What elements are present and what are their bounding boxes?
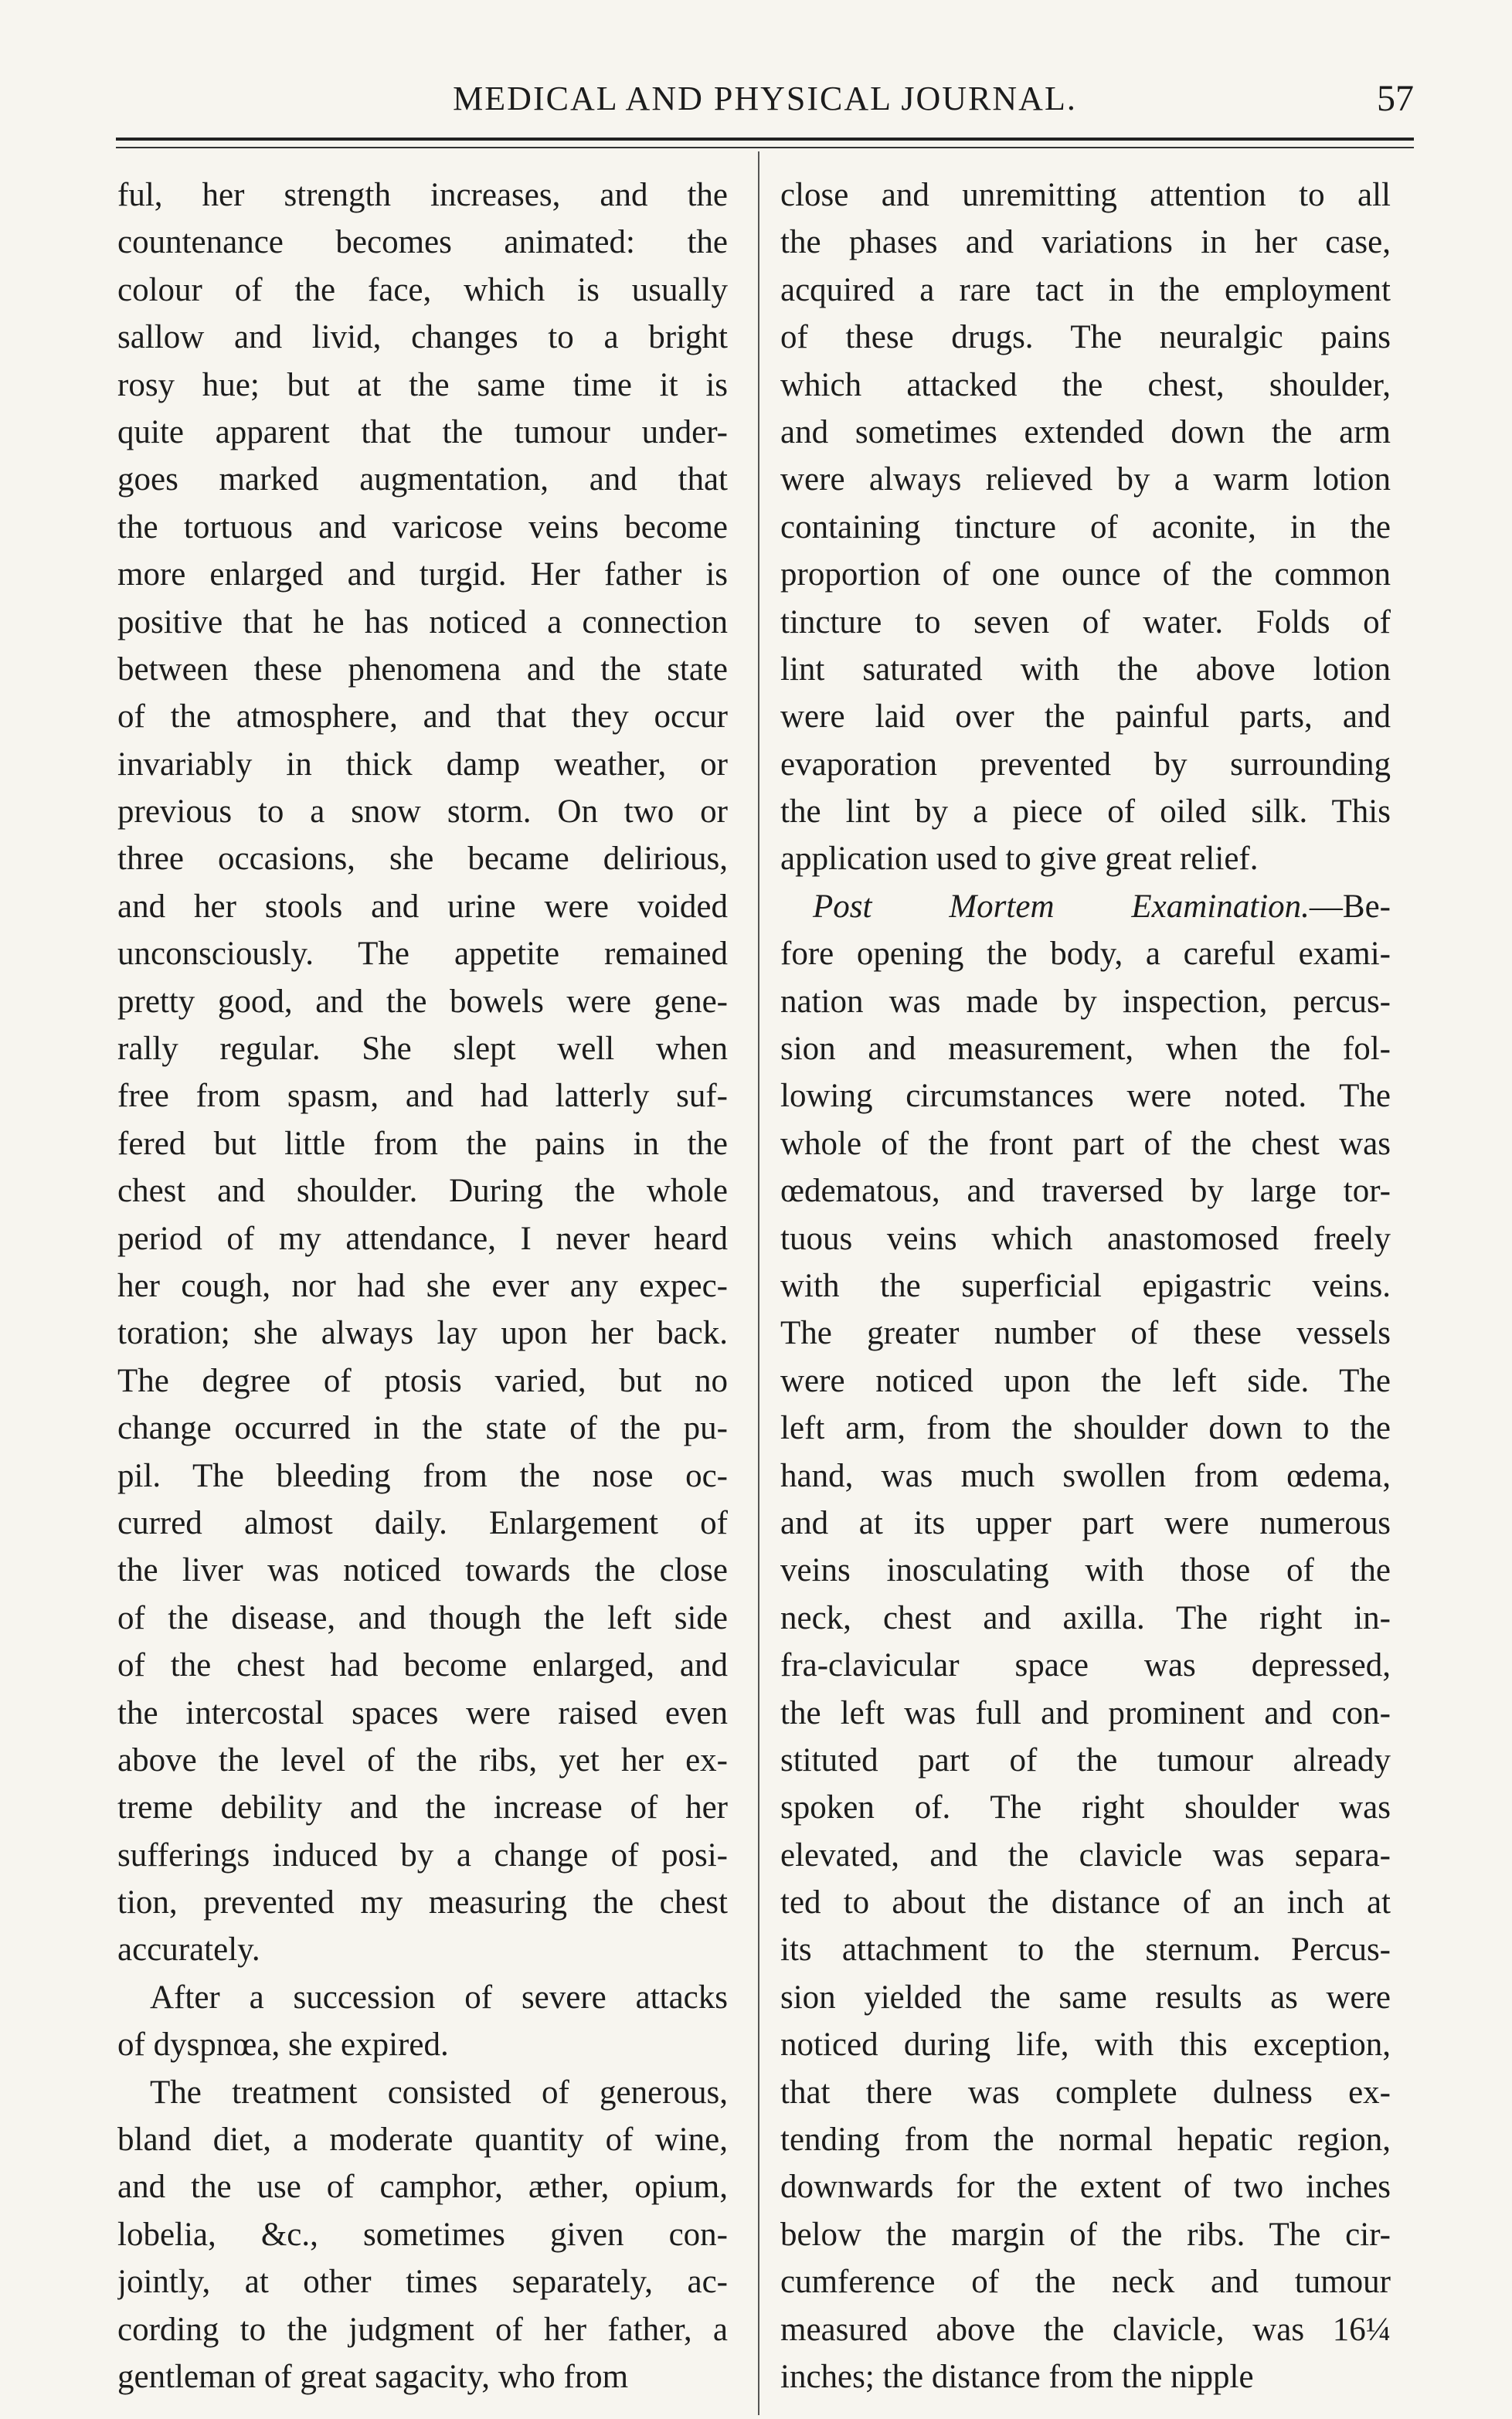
text-line: of these drugs. The neuralgic pains [780,319,1391,356]
text-line: the phases and variations in her case, [780,224,1391,261]
text-line: invariably in thick damp weather, or [117,746,728,783]
text-line: the left was full and prominent and con- [780,1694,1391,1731]
text-line: jointly, at other times separately, ac- [117,2264,728,2301]
text-line: the lint by a piece of oiled silk. This [780,793,1391,831]
text-line: œdematous, and traversed by large tor- [780,1173,1391,1210]
text-line: which attacked the chest, shoulder, [780,366,1391,403]
text-line: were always relieved by a warm lotion [780,461,1391,498]
text-line: between these phenomena and the state [117,651,728,688]
text-line: ted to about the distance of an inch at [780,1884,1391,1921]
text-line: above the level of the ribs, yet her ex- [117,1741,728,1779]
header-rule-thin [116,147,1414,148]
text-line: fra-clavicular space was depressed, [780,1647,1391,1684]
text-line: of the disease, and though the left side [117,1599,728,1636]
page-number: 57 [1377,78,1414,119]
text-line: of dyspnœa, she expired. [117,2027,449,2064]
text-line: gentleman of great sagacity, who from [117,2358,629,2395]
text-line: acquired a rare tact in the employment [780,271,1391,308]
text-line: sion and measurement, when the fol- [780,1031,1391,1068]
text-line: toration; she always lay upon her back. [117,1315,728,1352]
text-line: close and unremitting attention to all [780,177,1391,213]
right-column [780,172,1391,2400]
text-line: of the atmosphere, and that they occur [117,698,728,736]
text-line: lint saturated with the above lotion [780,651,1391,688]
text-line: lobelia, &c., sometimes given con- [117,2216,728,2253]
text-line: unconsciously. The appetite remained [117,936,728,973]
text-line: hand, was much swollen from œdema, [780,1457,1391,1494]
text-line: proportion of one ounce of the common [780,556,1391,593]
text-line: chest and shoulder. During the whole [117,1173,728,1210]
text-line: period of my attendance, I never heard [117,1220,728,1257]
page-header [116,77,1414,131]
text-line: After a succession of severe attacks [150,1979,728,2016]
text-line: change occurred in the state of the pu- [117,1410,728,1447]
text-line: ful, her strength increases, and the [117,177,728,213]
text-line: free from spasm, and had latterly suf- [117,1078,728,1115]
text-line: sufferings induced by a change of posi- [117,1836,728,1874]
text-line: The greater number of these vessels [780,1315,1391,1352]
left-column [117,172,728,2400]
text-line: Post Mortem Examination.—Be- [813,888,1391,925]
column-divider [758,151,759,2415]
text-line: neck, chest and axilla. The right in- [780,1599,1391,1636]
text-line: downwards for the extent of two inches [780,2169,1391,2206]
text-line: containing tincture of aconite, in the [780,508,1391,545]
text-line: stituted part of the tumour already [780,1741,1391,1779]
text-line: treme debility and the increase of her [117,1789,728,1826]
text-line: fered but little from the pains in the [117,1125,728,1162]
text-line: its attachment to the sternum. Percus- [780,1931,1391,1969]
text-line: and at its upper part were numerous [780,1504,1391,1541]
text-line: colour of the face, which is usually [117,271,728,308]
text-line: left arm, from the shoulder down to the [780,1410,1391,1447]
text-line: rosy hue; but at the same time it is [117,366,728,403]
text-line: elevated, and the clavicle was separa- [780,1836,1391,1874]
text-line: cording to the judgment of her father, a [117,2311,728,2348]
text-line: that there was complete dulness ex- [780,2074,1391,2111]
text-line: curred almost daily. Enlargement of [117,1504,728,1541]
text-line: the liver was noticed towards the close [117,1552,728,1589]
text-line: spoken of. The right shoulder was [780,1789,1391,1826]
text-line: measured above the clavicle, was 16¼ [780,2311,1391,2348]
text-line: veins inosculating with those of the [780,1552,1391,1589]
text-line: below the margin of the ribs. The cir- [780,2216,1391,2253]
text-line: the tortuous and varicose veins become [117,508,728,545]
text-line: The degree of ptosis varied, but no [117,1362,728,1399]
text-line: more enlarged and turgid. Her father is [117,556,728,593]
text-line: tion, prevented my measuring the chest [117,1884,728,1921]
running-title: MEDICAL AND PHYSICAL JOURNAL. [453,80,1077,117]
text-line: positive that he has noticed a connection [117,603,728,640]
text-line: bland diet, a moderate quantity of wine, [117,2122,728,2159]
text-line: nation was made by inspection, percus- [780,983,1391,1020]
text-line: were noticed upon the left side. The [780,1362,1391,1399]
text-line: goes marked augmentation, and that [117,461,728,498]
text-line: accurately. [117,1931,260,1969]
text-line: evaporation prevented by surrounding [780,746,1391,783]
text-line: tuous veins which anastomosed freely [780,1220,1391,1257]
text-line: inches; the distance from the nipple [780,2358,1254,2395]
text-line: The treatment consisted of generous, [150,2074,728,2111]
text-line: cumference of the neck and tumour [780,2264,1391,2301]
text-line: previous to a snow storm. On two or [117,793,728,831]
text-line: of the chest had become enlarged, and [117,1647,728,1684]
text-line: application used to give great relief. [780,841,1259,878]
text-line: rally regular. She slept well when [117,1031,728,1068]
text-line: sallow and livid, changes to a bright [117,319,728,356]
text-line: and the use of camphor, æther, opium, [117,2169,728,2206]
text-line: were laid over the painful parts, and [780,698,1391,736]
text-line: countenance becomes animated: the [117,224,728,261]
text-line: quite apparent that the tumour under- [117,413,728,450]
text-line: tending from the normal hepatic region, [780,2122,1391,2159]
text-line: and her stools and urine were voided [117,888,728,925]
text-line: her cough, nor had she ever any expec- [117,1267,728,1304]
header-rule-thick [116,138,1414,141]
text-line: with the superficial epigastric veins. [780,1267,1391,1304]
text-line: noticed during life, with this exception, [780,2027,1391,2064]
text-line: three occasions, she became delirious, [117,841,728,878]
text-line: tincture to seven of water. Folds of [780,603,1391,640]
text-line: pil. The bleeding from the nose oc- [117,1457,728,1494]
text-line: the intercostal spaces were raised even [117,1694,728,1731]
text-line: whole of the front part of the chest was [780,1125,1391,1162]
text-line: fore opening the body, a careful exami- [780,936,1391,973]
text-line: lowing circumstances were noted. The [780,1078,1391,1115]
text-line: and sometimes extended down the arm [780,413,1391,450]
text-line: pretty good, and the bowels were gene- [117,983,728,1020]
text-line: sion yielded the same results as were [780,1979,1391,2016]
